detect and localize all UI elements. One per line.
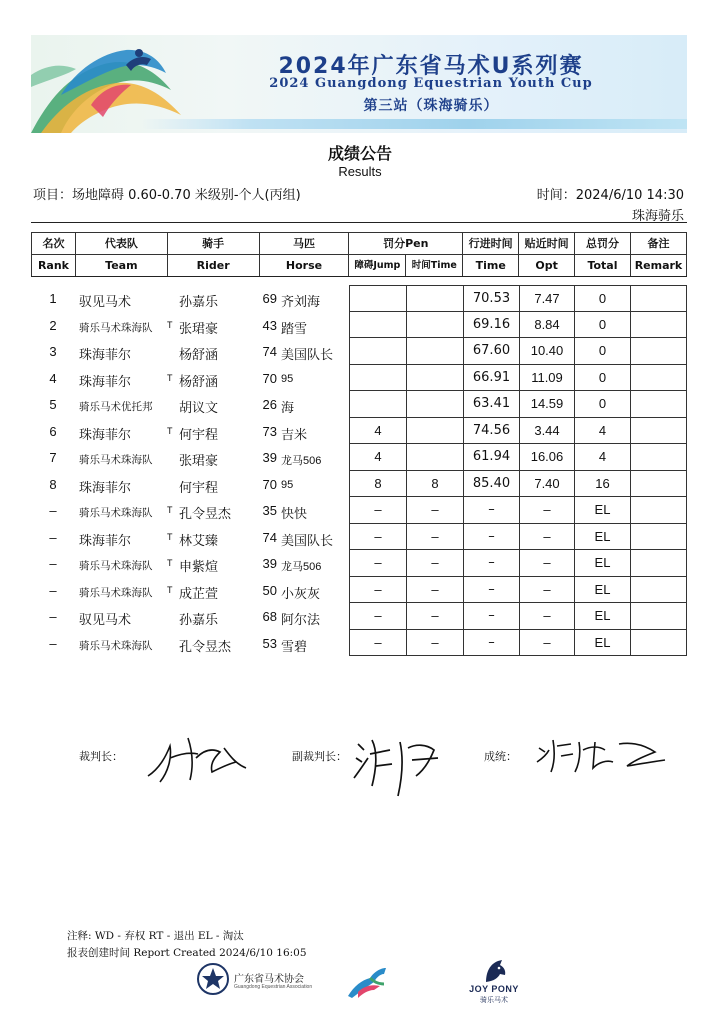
result-opt: – — [519, 524, 575, 551]
header-jump: 障碍Jump — [349, 255, 406, 277]
result-rider: 成芷萱 — [179, 585, 219, 601]
result-remark — [630, 285, 687, 312]
header-rider-en: Rider — [167, 255, 259, 277]
result-jump-penalty: – — [349, 497, 407, 524]
result-horse: 美国队长 — [281, 532, 334, 548]
result-row — [31, 630, 687, 657]
chief-judge-label: 裁判长： — [79, 750, 123, 763]
event-name: 项目：场地障碍 0.60-0.70 米级别-个人(丙组) — [33, 188, 301, 203]
result-total: 4 — [574, 444, 631, 471]
result-rank: – — [49, 556, 57, 571]
result-rider: 胡议文 — [179, 400, 219, 415]
result-team-marker: T — [167, 531, 173, 542]
header-total-en: Total — [575, 255, 631, 277]
footer-note: 注释: WD - 弃权 RT - 退出 EL - 淘汰 — [67, 930, 244, 942]
result-jump-penalty: 4 — [349, 444, 407, 471]
result-rank: 5 — [49, 397, 57, 412]
result-horse-number: 68 — [262, 609, 277, 624]
result-row — [31, 338, 687, 365]
result-time-penalty — [406, 365, 464, 392]
result-time-penalty — [406, 391, 464, 418]
result-row — [31, 444, 687, 471]
result-time-penalty: 8 — [406, 471, 464, 498]
result-rank: – — [49, 503, 57, 518]
result-jump-penalty: 8 — [349, 471, 407, 498]
result-remark — [630, 338, 687, 365]
result-horse: 小灰灰 — [281, 585, 321, 601]
result-time-penalty: – — [406, 550, 464, 577]
banner-stripe — [141, 119, 687, 129]
scorer-signature-icon — [535, 732, 670, 777]
result-opt: 7.47 — [519, 285, 575, 312]
chief-judge-signature-icon — [140, 728, 255, 788]
result-total: EL — [574, 577, 631, 604]
result-horse-number: 39 — [262, 450, 277, 465]
result-row — [31, 550, 687, 577]
result-total: 0 — [574, 285, 631, 312]
result-team: 珠海菲尔 — [79, 373, 132, 389]
result-team: 骑乐马术珠海队 — [79, 560, 153, 572]
result-jump-penalty — [349, 285, 407, 312]
result-jump-penalty: – — [349, 603, 407, 630]
result-rider: 何宇程 — [179, 479, 219, 495]
result-horse-number: 43 — [262, 317, 277, 333]
banner-title-cn: 2024年广东省马术U系列赛 — [278, 54, 584, 79]
result-rider: 何宇程 — [179, 426, 219, 442]
result-rider: 申紫煊 — [179, 559, 219, 574]
result-opt: 7.40 — [519, 471, 575, 498]
result-team-marker: T — [167, 505, 173, 515]
association-emblem-icon — [196, 962, 230, 996]
header-rank-en: Rank — [32, 255, 76, 277]
result-rank: 7 — [49, 450, 57, 465]
event-time: 时间：2024/6/10 14:30 — [536, 188, 684, 203]
result-rank: – — [49, 609, 57, 624]
result-rider: 张珺豪 — [179, 453, 219, 468]
result-horse-number: 74 — [262, 529, 277, 545]
header-opt-en: Opt — [519, 255, 575, 277]
header-divider — [31, 222, 687, 223]
result-horse: 95 — [281, 478, 294, 491]
result-remark — [630, 312, 687, 339]
result-remark — [630, 471, 687, 498]
result-opt: – — [519, 550, 575, 577]
result-jump-penalty: – — [349, 630, 407, 657]
result-rider: 张珺豪 — [179, 320, 219, 336]
result-rank: 6 — [49, 423, 57, 439]
result-rider: 孙嘉乐 — [179, 612, 219, 627]
result-team: 骑乐马术珠海队 — [79, 321, 153, 334]
result-team: 骑乐马术珠海队 — [79, 507, 153, 519]
result-row — [31, 524, 687, 551]
result-rank: – — [49, 529, 57, 545]
result-time-penalty — [406, 444, 464, 471]
result-time-penalty: – — [406, 603, 464, 630]
result-row — [31, 577, 687, 604]
result-remark — [630, 444, 687, 471]
result-time-penalty: – — [406, 497, 464, 524]
result-rank: 8 — [49, 476, 57, 492]
result-time-penalty: – — [406, 524, 464, 551]
header-team-en: Team — [75, 255, 167, 277]
result-team: 珠海菲尔 — [79, 532, 132, 548]
result-total: 16 — [574, 471, 631, 498]
result-time: 69.16 — [463, 312, 520, 339]
result-horse-number: 35 — [262, 503, 277, 518]
result-rank: 4 — [49, 370, 57, 386]
result-remark — [630, 391, 687, 418]
result-remark — [630, 603, 687, 630]
report-created: 报表创建时间 Report Created 2024/6/10 16:05 — [67, 947, 307, 959]
banner-stage: 第三站（珠海骑乐） — [363, 98, 499, 114]
result-horse: 阿尔法 — [281, 612, 321, 627]
header-horse-cn: 马匹 — [259, 233, 349, 255]
header-remark-cn: 备注 — [630, 233, 686, 255]
vice-judge-signature-icon — [350, 730, 445, 800]
result-horse-number: 69 — [262, 291, 277, 306]
result-rank: – — [49, 635, 57, 651]
result-rider: 杨舒涵 — [179, 373, 219, 389]
result-total: EL — [574, 550, 631, 577]
result-rider: 孔令昱杰 — [179, 506, 232, 521]
result-time: 61.94 — [463, 444, 520, 471]
result-horse-number: 73 — [262, 423, 277, 439]
result-team: 骑乐马术优托邦 — [79, 401, 153, 413]
result-row — [31, 471, 687, 498]
result-total: EL — [574, 630, 631, 657]
vice-judge-label: 副裁判长： — [292, 750, 347, 763]
result-horse: 吉米 — [281, 426, 308, 442]
result-total: EL — [574, 603, 631, 630]
result-team-marker: T — [167, 372, 173, 383]
result-time-penalty — [406, 338, 464, 365]
result-opt: 10.40 — [519, 338, 575, 365]
result-team-marker: T — [167, 319, 173, 330]
result-time: – — [463, 550, 520, 577]
result-rank: 1 — [49, 291, 57, 306]
result-jump-penalty — [349, 391, 407, 418]
result-time-penalty: – — [406, 630, 464, 657]
result-horse-number: 39 — [262, 556, 277, 571]
result-remark — [630, 418, 687, 445]
result-row — [31, 418, 687, 445]
result-team: 珠海菲尔 — [79, 426, 132, 442]
result-row — [31, 365, 687, 392]
header-total-cn: 总罚分 — [575, 233, 631, 255]
result-time: 74.56 — [463, 418, 520, 445]
result-horse-number: 50 — [262, 582, 277, 598]
result-horse-number: 26 — [262, 397, 277, 412]
result-opt: – — [519, 577, 575, 604]
page-title: 成绩公告 — [327, 144, 392, 163]
header-time-pen: 时间Time — [406, 255, 463, 277]
result-total: EL — [574, 524, 631, 551]
header-time-en: Time — [463, 255, 519, 277]
result-rank: 2 — [49, 317, 57, 333]
result-horse: 踏雪 — [281, 320, 308, 336]
association-name-en: Guangdong Equestrian Association — [234, 984, 313, 990]
result-jump-penalty — [349, 338, 407, 365]
joy-pony-subtext: 骑乐马术 — [480, 997, 508, 1004]
result-opt: – — [519, 497, 575, 524]
result-time: 67.60 — [463, 338, 520, 365]
association-name: 广东省马术协会 — [234, 974, 304, 985]
result-total: 0 — [574, 365, 631, 392]
result-team: 珠海菲尔 — [79, 347, 132, 362]
page-subtitle: Results — [338, 164, 382, 179]
result-horse: 快快 — [281, 506, 308, 521]
association-logo — [196, 962, 316, 998]
result-time-penalty — [406, 418, 464, 445]
result-time: – — [463, 524, 520, 551]
result-horse: 美国队长 — [281, 347, 334, 362]
result-remark — [630, 365, 687, 392]
result-horse: 龙马506 — [281, 455, 322, 467]
result-time-penalty — [406, 312, 464, 339]
joy-pony-text: JOY PONY — [469, 984, 519, 994]
header-pen-cn: 罚分Pen — [349, 233, 463, 255]
result-jump-penalty: 4 — [349, 418, 407, 445]
result-opt: 8.84 — [519, 312, 575, 339]
result-opt: 14.59 — [519, 391, 575, 418]
event-banner — [31, 35, 687, 133]
banner-title-en: 2024 Guangdong Equestrian Youth Cup — [269, 76, 593, 91]
result-opt: 3.44 — [519, 418, 575, 445]
result-total: 0 — [574, 312, 631, 339]
result-time: – — [463, 497, 520, 524]
result-remark — [630, 577, 687, 604]
result-horse: 龙马506 — [281, 561, 322, 573]
result-horse: 齐刘海 — [281, 294, 321, 309]
result-rank: 3 — [49, 344, 57, 359]
result-total: 4 — [574, 418, 631, 445]
result-time: 70.53 — [463, 285, 520, 312]
result-rider: 孔令昱杰 — [179, 638, 232, 654]
header-rank-cn: 名次 — [32, 233, 76, 255]
header-remark-en: Remark — [630, 255, 686, 277]
result-horse: 95 — [281, 372, 294, 385]
result-row — [31, 603, 687, 630]
result-remark — [630, 630, 687, 657]
result-time: – — [463, 603, 520, 630]
result-jump-penalty: – — [349, 577, 407, 604]
scorer-label: 成统： — [484, 750, 517, 763]
result-rider: 孙嘉乐 — [179, 294, 219, 309]
result-total: 0 — [574, 391, 631, 418]
result-rank: – — [49, 582, 57, 598]
result-horse-number: 70 — [262, 370, 277, 386]
result-team: 驭见马术 — [79, 294, 132, 309]
result-remark — [630, 550, 687, 577]
result-horse: 海 — [281, 400, 295, 415]
header-time-cn: 行进时间 — [463, 233, 519, 255]
result-remark — [630, 524, 687, 551]
header-horse-en: Horse — [259, 255, 349, 277]
result-horse-number: 74 — [262, 344, 277, 359]
result-time-penalty — [406, 285, 464, 312]
result-total: 0 — [574, 338, 631, 365]
result-time-penalty: – — [406, 577, 464, 604]
result-rider: 杨舒涵 — [179, 347, 219, 362]
result-time: 66.91 — [463, 365, 520, 392]
result-row — [31, 312, 687, 339]
result-opt: – — [519, 603, 575, 630]
results-header — [31, 232, 687, 277]
result-row — [31, 497, 687, 524]
result-jump-penalty — [349, 312, 407, 339]
result-row — [31, 285, 687, 312]
result-time: – — [463, 630, 520, 657]
joy-pony-logo — [462, 958, 526, 1006]
header-opt-cn: 贴近时间 — [519, 233, 575, 255]
result-opt: 16.06 — [519, 444, 575, 471]
result-team: 骑乐马术珠海队 — [79, 586, 153, 599]
header-team-cn: 代表队 — [75, 233, 167, 255]
result-team: 骑乐马术珠海队 — [79, 454, 153, 466]
result-row — [31, 391, 687, 418]
result-horse-number: 53 — [262, 635, 277, 651]
result-team: 骑乐马术珠海队 — [79, 639, 153, 652]
results-list — [31, 285, 687, 656]
horse-jump-logo-icon — [344, 962, 392, 1002]
result-rider: 林艾臻 — [179, 532, 219, 548]
result-total: EL — [574, 497, 631, 524]
result-horse-number: 70 — [262, 476, 277, 492]
header-rider-cn: 骑手 — [167, 233, 259, 255]
result-jump-penalty — [349, 365, 407, 392]
result-time: 63.41 — [463, 391, 520, 418]
pony-head-icon — [480, 958, 508, 984]
result-team: 驭见马术 — [79, 612, 132, 627]
result-team-marker: T — [167, 558, 173, 568]
result-remark — [630, 497, 687, 524]
result-time: 85.40 — [463, 471, 520, 498]
result-jump-penalty: – — [349, 550, 407, 577]
result-team-marker: T — [167, 584, 173, 595]
result-opt: – — [519, 630, 575, 657]
result-horse: 雪碧 — [281, 638, 308, 654]
result-team-marker: T — [167, 425, 173, 436]
result-jump-penalty: – — [349, 524, 407, 551]
event-venue: 珠海骑乐 — [631, 209, 684, 224]
result-opt: 11.09 — [519, 365, 575, 392]
result-team: 珠海菲尔 — [79, 479, 132, 495]
result-time: – — [463, 577, 520, 604]
